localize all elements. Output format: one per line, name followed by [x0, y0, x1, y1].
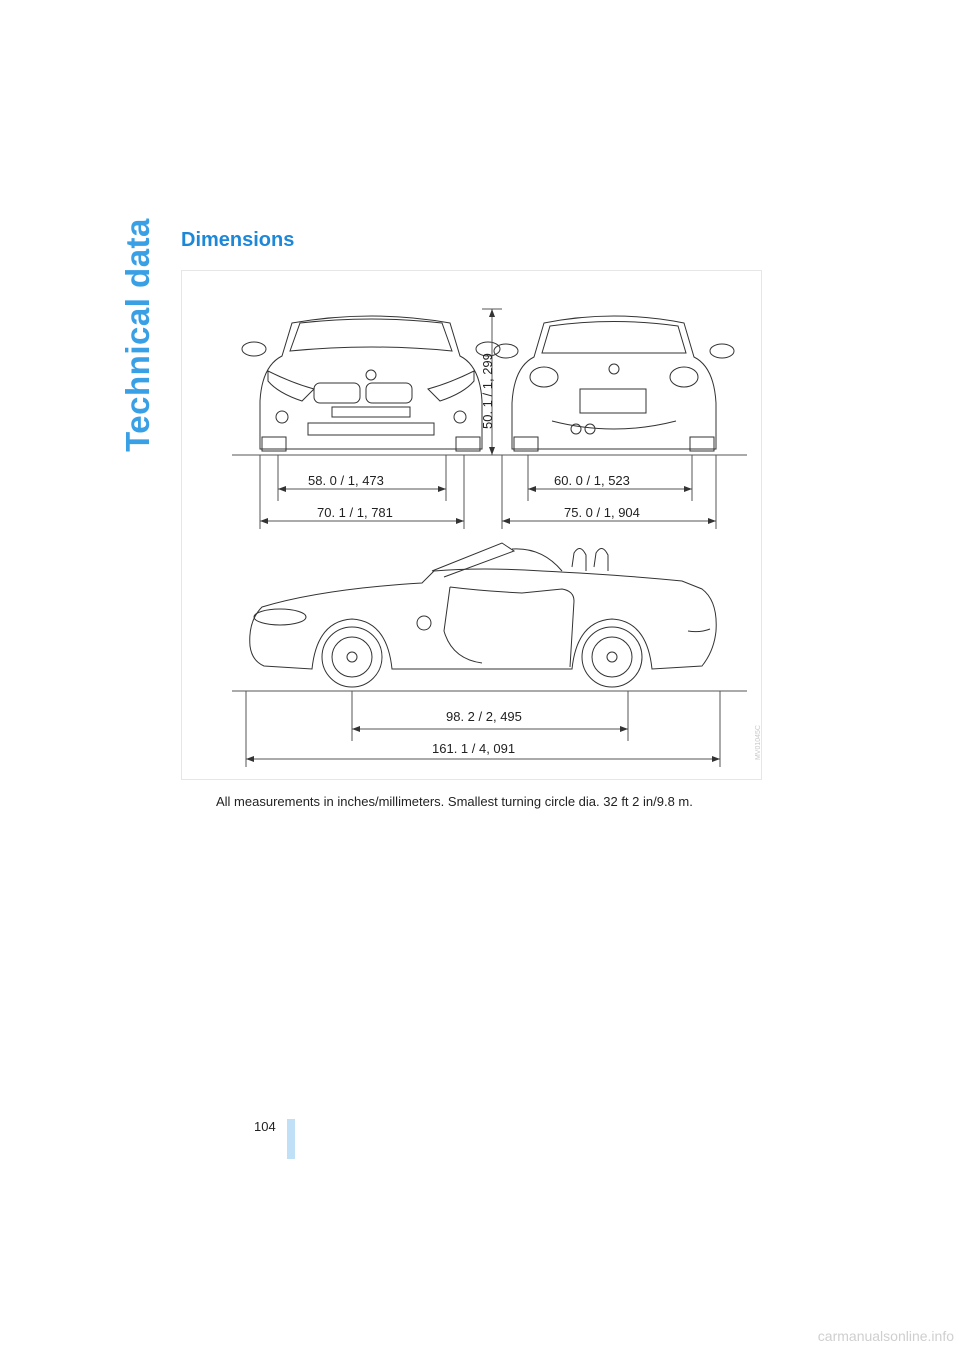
rear-track-label: 60. 0 / 1, 523: [554, 473, 630, 488]
footer-watermark: [0, 1328, 960, 1344]
figure-caption: All measurements in inches/millimeters. Smallest turning circle dia. 32 ft 2 in/9.8 m.: [216, 794, 693, 809]
footer-text: carmanualsonline.info: [817, 1328, 954, 1344]
wheelbase-label: 98. 2 / 2, 495: [446, 709, 522, 724]
dimensions-drawing: [182, 271, 763, 781]
dimensions-figure: [181, 270, 762, 780]
section-side-title: [118, 218, 158, 452]
front-view-car: [242, 316, 500, 451]
front-track-label: 58. 0 / 1, 473: [308, 473, 384, 488]
image-code: MV01045C: [755, 725, 762, 761]
height-label: 50. 1 / 1, 299: [480, 353, 495, 429]
side-view-car: [250, 543, 716, 687]
page-heading: Dimensions: [181, 229, 295, 251]
page-marker-bar: [287, 1119, 295, 1159]
page-number: 104: [254, 1119, 276, 1134]
section-title-text: Technical data: [119, 218, 157, 452]
front-width-label: 70. 1 / 1, 781: [317, 505, 393, 520]
length-label: 161. 1 / 4, 091: [432, 741, 516, 756]
rear-width-label: 75. 0 / 1, 904: [564, 505, 640, 520]
rear-view-car: [494, 316, 734, 451]
